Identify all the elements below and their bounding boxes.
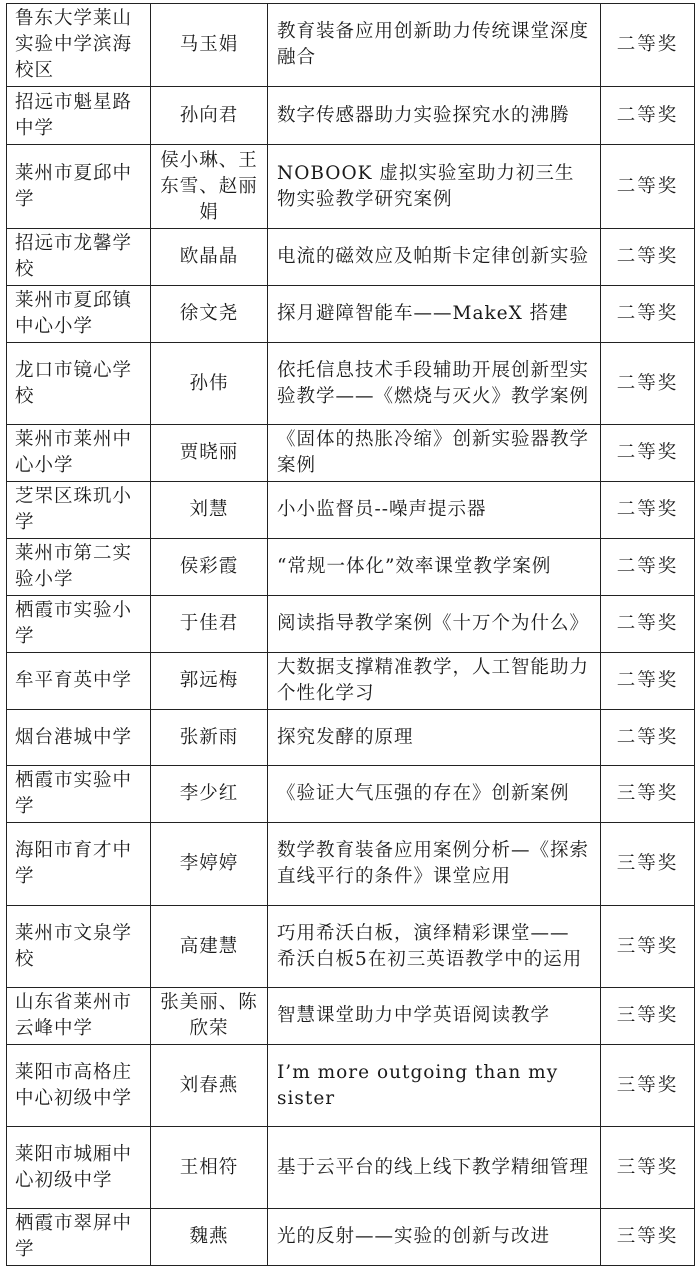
school-cell: 招远市龙馨学校 bbox=[7, 229, 151, 286]
teacher-name-cell: 李婷婷 bbox=[151, 823, 268, 906]
table-row bbox=[7, 1127, 695, 1209]
school-cell: 海阳市育才中学 bbox=[7, 823, 151, 906]
teacher-name-cell: 张新雨 bbox=[151, 710, 268, 766]
table-row bbox=[7, 906, 695, 988]
award-table bbox=[6, 3, 695, 1266]
school-cell: 山东省莱州市云峰中学 bbox=[7, 988, 151, 1045]
project-title-cell: 数字传感器助力实验探究水的沸腾 bbox=[268, 87, 601, 145]
table-row bbox=[7, 482, 695, 539]
table-row bbox=[7, 539, 695, 596]
table-row bbox=[7, 988, 695, 1045]
award-level-cell: 三等奖 bbox=[601, 766, 695, 823]
school-cell: 莱州市莱州中心小学 bbox=[7, 425, 151, 482]
project-title-cell: 巧用希沃白板，演绎精彩课堂—— 希沃白板5在初三英语教学中的运用 bbox=[268, 906, 601, 988]
award-level-cell: 二等奖 bbox=[601, 4, 695, 87]
school-cell: 招远市魁星路中学 bbox=[7, 87, 151, 145]
award-level-cell: 二等奖 bbox=[601, 425, 695, 482]
award-level-cell: 二等奖 bbox=[601, 710, 695, 766]
table-row bbox=[7, 343, 695, 425]
teacher-name-cell: 孙伟 bbox=[151, 343, 268, 425]
project-title-cell: 光的反射——实验的创新与改进 bbox=[268, 1209, 601, 1266]
table-row bbox=[7, 425, 695, 482]
project-title-cell: 《固体的热胀冷缩》创新实验器教学案例 bbox=[268, 425, 601, 482]
teacher-name-cell: 郭远梅 bbox=[151, 653, 268, 710]
award-level-cell: 三等奖 bbox=[601, 1045, 695, 1127]
table-row bbox=[7, 823, 695, 906]
school-cell: 莱州市夏邱镇中心小学 bbox=[7, 286, 151, 343]
table-row bbox=[7, 1209, 695, 1266]
teacher-name-cell: 孙向君 bbox=[151, 87, 268, 145]
table-row bbox=[7, 1045, 695, 1127]
award-level-cell: 二等奖 bbox=[601, 229, 695, 286]
award-level-cell: 二等奖 bbox=[601, 145, 695, 229]
project-title-cell: 智慧课堂助力中学英语阅读教学 bbox=[268, 988, 601, 1045]
award-level-cell: 三等奖 bbox=[601, 1127, 695, 1209]
project-title-cell: NOBOOK 虚拟实验室助力初三生物实验教学研究案例 bbox=[268, 145, 601, 229]
award-level-cell: 三等奖 bbox=[601, 906, 695, 988]
teacher-name-cell: 马玉娟 bbox=[151, 4, 268, 87]
school-cell: 龙口市镜心学校 bbox=[7, 343, 151, 425]
school-cell: 栖霞市实验小学 bbox=[7, 596, 151, 653]
award-level-cell: 二等奖 bbox=[601, 539, 695, 596]
teacher-name-cell: 侯彩霞 bbox=[151, 539, 268, 596]
teacher-name-cell: 欧晶晶 bbox=[151, 229, 268, 286]
school-cell: 鲁东大学莱山实验中学滨海校区 bbox=[7, 4, 151, 87]
table-row bbox=[7, 87, 695, 145]
teacher-name-cell: 刘慧 bbox=[151, 482, 268, 539]
teacher-name-cell: 张美丽、陈欣荣 bbox=[151, 988, 268, 1045]
school-cell: 莱州市夏邱中学 bbox=[7, 145, 151, 229]
project-title-cell: I’m more outgoing than my sister bbox=[268, 1045, 601, 1127]
award-level-cell: 二等奖 bbox=[601, 286, 695, 343]
table-row bbox=[7, 229, 695, 286]
teacher-name-cell: 徐文尧 bbox=[151, 286, 268, 343]
award-level-cell: 二等奖 bbox=[601, 653, 695, 710]
award-level-cell: 三等奖 bbox=[601, 823, 695, 906]
project-title-cell: 数学教育装备应用案例分析—《探索直线平行的条件》课堂应用 bbox=[268, 823, 601, 906]
teacher-name-cell: 于佳君 bbox=[151, 596, 268, 653]
project-title-cell: 基于云平台的线上线下教学精细管理 bbox=[268, 1127, 601, 1209]
teacher-name-cell: 王相符 bbox=[151, 1127, 268, 1209]
project-title-cell: 大数据支撑精准教学，人工智能助力个性化学习 bbox=[268, 653, 601, 710]
award-level-cell: 二等奖 bbox=[601, 596, 695, 653]
award-level-cell: 二等奖 bbox=[601, 87, 695, 145]
project-title-cell: “常规一体化”效率课堂教学案例 bbox=[268, 539, 601, 596]
school-cell: 莱阳市高格庄中心初级中学 bbox=[7, 1045, 151, 1127]
table-row bbox=[7, 596, 695, 653]
project-title-cell: 依托信息技术手段辅助开展创新型实验教学——《燃烧与灭火》教学案例 bbox=[268, 343, 601, 425]
school-cell: 莱阳市城厢中心初级中学 bbox=[7, 1127, 151, 1209]
teacher-name-cell: 贾晓丽 bbox=[151, 425, 268, 482]
award-level-cell: 二等奖 bbox=[601, 343, 695, 425]
teacher-name-cell: 高建慧 bbox=[151, 906, 268, 988]
teacher-name-cell: 魏燕 bbox=[151, 1209, 268, 1266]
project-title-cell: 教育装备应用创新助力传统课堂深度融合 bbox=[268, 4, 601, 87]
teacher-name-cell: 刘春燕 bbox=[151, 1045, 268, 1127]
school-cell: 烟台港城中学 bbox=[7, 710, 151, 766]
project-title-cell: 电流的磁效应及帕斯卡定律创新实验 bbox=[268, 229, 601, 286]
award-level-cell: 三等奖 bbox=[601, 1209, 695, 1266]
school-cell: 栖霞市翠屏中学 bbox=[7, 1209, 151, 1266]
award-level-cell: 三等奖 bbox=[601, 988, 695, 1045]
school-cell: 莱州市文泉学校 bbox=[7, 906, 151, 988]
teacher-name-cell: 侯小琳、王东雪、赵丽娟 bbox=[151, 145, 268, 229]
table-row bbox=[7, 710, 695, 766]
table-row bbox=[7, 653, 695, 710]
table-row bbox=[7, 286, 695, 343]
project-title-cell: 探月避障智能车——MakeX 搭建 bbox=[268, 286, 601, 343]
project-title-cell: 阅读指导教学案例《十万个为什么》 bbox=[268, 596, 601, 653]
table-row bbox=[7, 766, 695, 823]
award-level-cell: 二等奖 bbox=[601, 482, 695, 539]
project-title-cell: 小小监督员--噪声提示器 bbox=[268, 482, 601, 539]
table-row bbox=[7, 4, 695, 87]
project-title-cell: 《验证大气压强的存在》创新案例 bbox=[268, 766, 601, 823]
school-cell: 牟平育英中学 bbox=[7, 653, 151, 710]
school-cell: 栖霞市实验中学 bbox=[7, 766, 151, 823]
teacher-name-cell: 李少红 bbox=[151, 766, 268, 823]
project-title-cell: 探究发酵的原理 bbox=[268, 710, 601, 766]
school-cell: 芝罘区珠玑小学 bbox=[7, 482, 151, 539]
school-cell: 莱州市第二实验小学 bbox=[7, 539, 151, 596]
table-row bbox=[7, 145, 695, 229]
